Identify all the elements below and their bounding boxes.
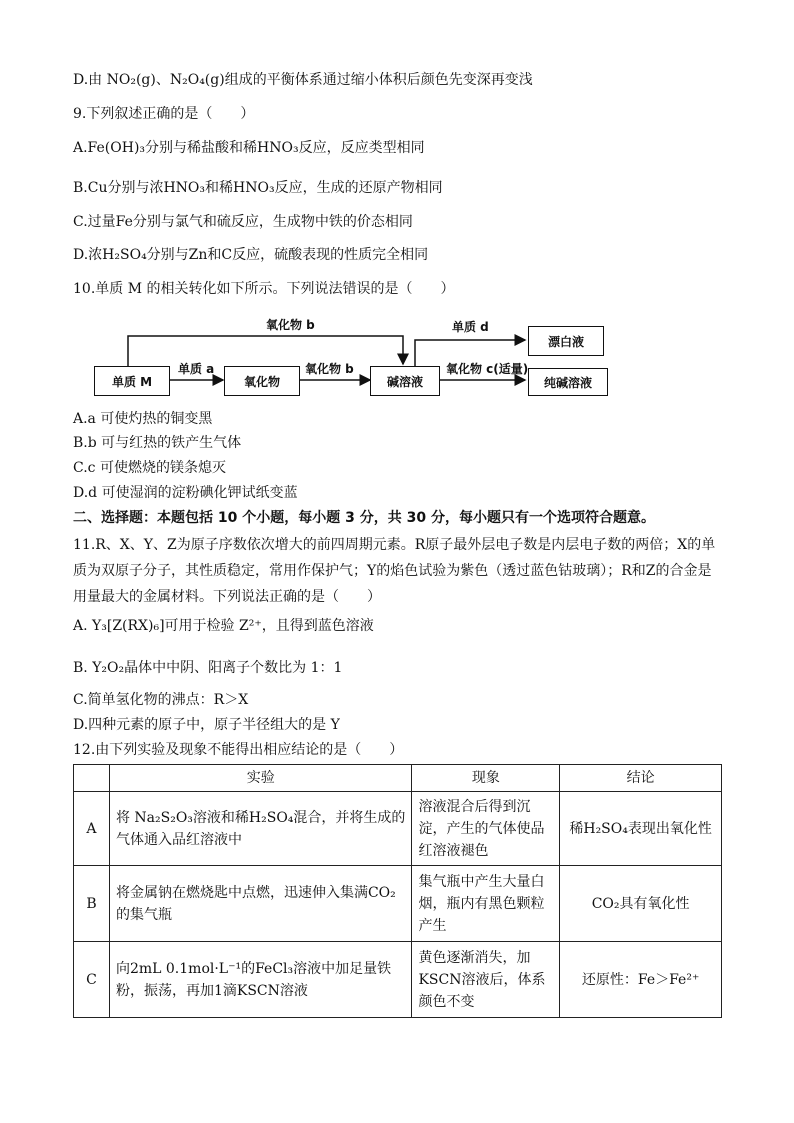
- q12-stem: 12.由下列实验及现象不能得出相应结论的是（ ）: [73, 742, 404, 758]
- row-conclusion: CO₂具有氧化性: [560, 866, 722, 942]
- q11-option-d: D.四种元素的原子中，原子半径组大的是 Y: [73, 717, 340, 733]
- label-oxide-b-mid: 氧化物 b: [305, 362, 354, 376]
- table-header-row: [74, 765, 722, 792]
- q11-option-c: C.简单氢化物的沸点：R＞X: [73, 692, 249, 708]
- label-oxide-b-top: 氧化物 b: [266, 318, 315, 332]
- row-label: C: [74, 942, 110, 1018]
- box-bleach: 漂白液: [528, 326, 604, 356]
- table-row: [74, 792, 722, 866]
- arrow-m-to-base-top: [128, 336, 403, 368]
- label-oxide-c: 氧化物 c(适量): [446, 362, 529, 376]
- header-phenomenon: 现象: [412, 765, 560, 792]
- q10-option-d: D.d 可使湿润的淀粉碘化钾试纸变蓝: [73, 485, 298, 501]
- q9-option-a: A.Fe(OH)₃分别与稀盐酸和稀HNO₃反应，反应类型相同: [73, 140, 425, 156]
- row-experiment: 将 Na₂S₂O₃溶液和稀H₂SO₄混合，并将生成的气体通入品红溶液中: [109, 792, 411, 866]
- header-conclusion: 结论: [560, 765, 722, 792]
- table-row: [74, 942, 722, 1018]
- q10-stem: 10.单质 M 的相关转化如下所示。下列说法错误的是（ ）: [73, 281, 455, 297]
- row-phenomenon: 溶液混合后得到沉淀，产生的气体使品红溶液褪色: [412, 792, 560, 866]
- q10-option-a: A.a 可使灼热的铜变黑: [73, 411, 213, 427]
- q10-option-b: B.b 可与红热的铁产生气体: [73, 435, 242, 451]
- q11-stem: 11.R、X、Y、Z为原子序数依次增大的前四周期元素。R原子最外层电子数是内层电子数的两倍；X的单质为双原子分子，其性质稳定，常用作保护气；Y的焰色试验为紫色（透过蓝色钴玻璃）；R和Z的合金是用量最大的金属材料。下列说法正确的是（ ）: [73, 537, 716, 605]
- conversion-diagram: [90, 312, 630, 408]
- box-soda-solution: 纯碱溶液: [528, 368, 608, 396]
- row-phenomenon: 黄色逐渐消失，加KSCN溶液后，体系颜色不变: [412, 942, 560, 1018]
- q9-option-c: C.过量Fe分别与氯气和硫反应，生成物中铁的价态相同: [73, 214, 413, 230]
- q10-option-c: C.c 可使燃烧的镁条熄灭: [73, 460, 226, 476]
- q9-stem: 9.下列叙述正确的是（ ）: [73, 106, 255, 122]
- box-oxide: 氧化物: [224, 366, 300, 396]
- row-conclusion: 稀H₂SO₄表现出氧化性: [560, 792, 722, 866]
- row-experiment: 向2mL 0.1mol·L⁻¹的FeCl₃溶液中加足量铁粉，振荡，再加1滴KSCN溶液: [109, 942, 411, 1018]
- row-conclusion: 还原性：Fe＞Fe²⁺: [560, 942, 722, 1018]
- experiment-table: [73, 764, 722, 1018]
- row-phenomenon: 集气瓶中产生大量白烟，瓶内有黑色颗粒产生: [412, 866, 560, 942]
- table-row: [74, 866, 722, 942]
- header-experiment: 实验: [109, 765, 411, 792]
- row-label: A: [74, 792, 110, 866]
- box-element-m: 单质 M: [94, 366, 170, 396]
- row-experiment: 将金属钠在燃烧匙中点燃，迅速伸入集满CO₂的集气瓶: [109, 866, 411, 942]
- row-label: B: [74, 866, 110, 942]
- section-two-heading: 二、选择题：本题包括 10 个小题，每小题 3 分，共 30 分，每小题只有一个选项符合题意。: [73, 510, 655, 526]
- box-base-solution: 碱溶液: [370, 366, 440, 396]
- q11-option-b: B. Y₂O₂晶体中中阴、阳离子个数比为 1：1: [73, 660, 343, 676]
- q9-option-b: B.Cu分别与浓HNO₃和稀HNO₃反应，生成的还原产物相同: [73, 180, 443, 196]
- label-element-d: 单质 d: [452, 320, 489, 334]
- q8-option-d: D.由 NO₂(g)、N₂O₄(g)组成的平衡体系通过缩小体积后颜色先变深再变浅: [73, 72, 533, 88]
- q11-option-a: A. Y₃[Z(RX)₆]可用于检验 Z²⁺，且得到蓝色溶液: [73, 618, 374, 634]
- q9-option-d: D.浓H₂SO₄分别与Zn和C反应，硫酸表现的性质完全相同: [73, 247, 429, 263]
- label-element-a: 单质 a: [178, 362, 215, 376]
- header-blank: [74, 765, 110, 792]
